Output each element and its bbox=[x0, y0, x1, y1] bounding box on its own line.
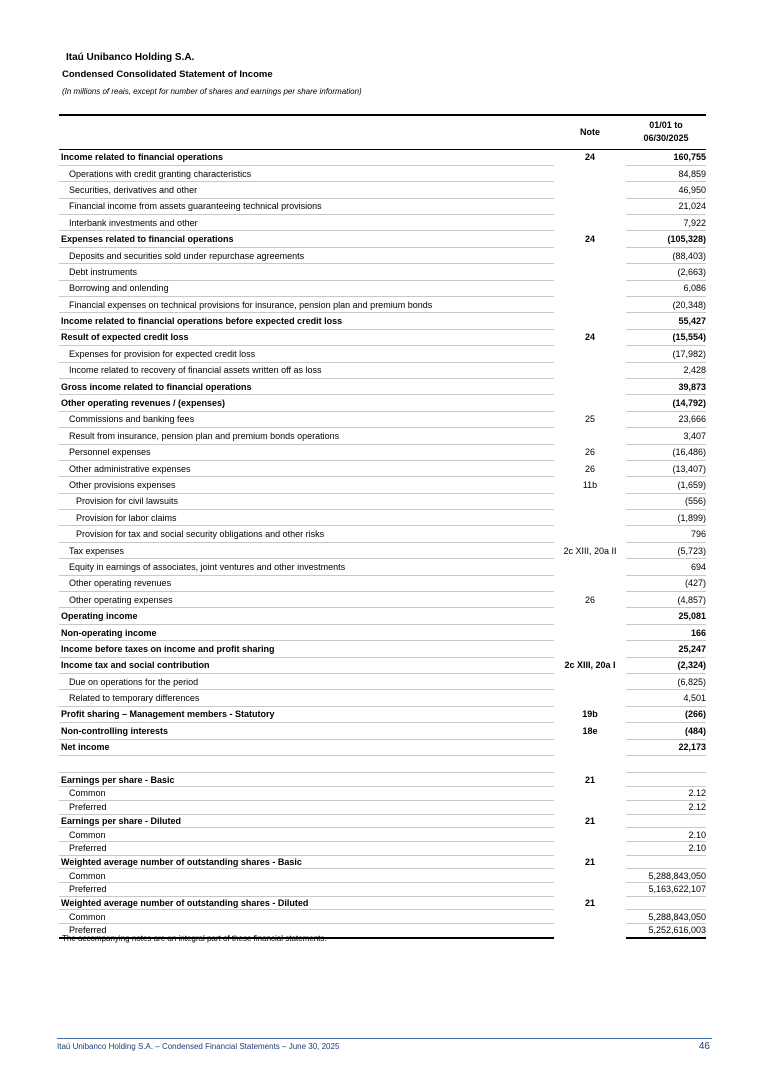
row-label: Equity in earnings of associates, joint ventures and other investments bbox=[59, 559, 554, 575]
period-column-header bbox=[626, 115, 706, 149]
row-note bbox=[554, 674, 626, 690]
row-label: Provision for civil lawsuits bbox=[59, 493, 554, 509]
table-row bbox=[59, 428, 706, 444]
row-note bbox=[554, 264, 626, 280]
row-value bbox=[626, 773, 706, 787]
row-label: Income related to financial operations before expected credit loss bbox=[59, 313, 554, 329]
row-value: (2,324) bbox=[626, 657, 706, 673]
income-rows bbox=[59, 149, 706, 755]
row-label: Earnings per share - Basic bbox=[59, 773, 554, 787]
table-row bbox=[59, 657, 706, 673]
row-note bbox=[554, 526, 626, 542]
table-row bbox=[59, 149, 706, 165]
row-label: Debt instruments bbox=[59, 264, 554, 280]
table-row bbox=[59, 841, 706, 855]
row-value: 39,873 bbox=[626, 378, 706, 394]
row-note bbox=[554, 428, 626, 444]
row-note bbox=[554, 378, 626, 394]
row-value: 2.12 bbox=[626, 787, 706, 801]
row-note bbox=[554, 624, 626, 640]
row-value: 7,922 bbox=[626, 215, 706, 231]
row-value: (20,348) bbox=[626, 297, 706, 313]
row-label: Income tax and social contribution bbox=[59, 657, 554, 673]
row-note bbox=[554, 247, 626, 263]
row-label: Common bbox=[59, 910, 554, 924]
row-label: Other operating expenses bbox=[59, 592, 554, 608]
row-note bbox=[554, 608, 626, 624]
row-value bbox=[626, 814, 706, 828]
table-row bbox=[59, 411, 706, 427]
table-row bbox=[59, 773, 706, 787]
row-value: 21,024 bbox=[626, 198, 706, 214]
table-row bbox=[59, 444, 706, 460]
table-row bbox=[59, 215, 706, 231]
row-value: (1,659) bbox=[626, 477, 706, 493]
row-value bbox=[626, 896, 706, 910]
table-row bbox=[59, 329, 706, 345]
row-value: (14,792) bbox=[626, 395, 706, 411]
row-label: Expenses related to financial operations bbox=[59, 231, 554, 247]
row-label: Deposits and securities sold under repurchase agreements bbox=[59, 247, 554, 263]
row-value: 2.12 bbox=[626, 800, 706, 814]
table-row bbox=[59, 297, 706, 313]
table-row bbox=[59, 477, 706, 493]
row-label: Operating income bbox=[59, 608, 554, 624]
row-note bbox=[554, 362, 626, 378]
row-value: 55,427 bbox=[626, 313, 706, 329]
row-value: (1,899) bbox=[626, 510, 706, 526]
row-value: 166 bbox=[626, 624, 706, 640]
row-value: (4,857) bbox=[626, 592, 706, 608]
row-note bbox=[554, 882, 626, 896]
row-label: Result from insurance, pension plan and premium bonds operations bbox=[59, 428, 554, 444]
row-note: 24 bbox=[584, 332, 595, 343]
row-note: 24 bbox=[584, 234, 595, 245]
row-note: 19b bbox=[582, 709, 598, 720]
row-label: Preferred bbox=[59, 924, 554, 938]
row-note: 18e bbox=[582, 725, 598, 736]
row-value: 4,501 bbox=[626, 690, 706, 706]
table-row bbox=[59, 264, 706, 280]
row-label: Common bbox=[59, 787, 554, 801]
row-label: Weighted average number of outstanding shares - Diluted bbox=[59, 896, 554, 910]
row-label: Tax expenses bbox=[59, 542, 554, 558]
row-value: (266) bbox=[626, 706, 706, 722]
row-note bbox=[554, 493, 626, 509]
table-row bbox=[59, 592, 706, 608]
row-note: 26 bbox=[584, 463, 595, 474]
row-label: Financial expenses on technical provisions for insurance, pension plan and premium bonds bbox=[59, 297, 554, 313]
row-label: Borrowing and onlending bbox=[59, 280, 554, 296]
row-note: 21 bbox=[584, 815, 595, 826]
footnote: The accompanying notes are an integral part of these financial statements. bbox=[62, 934, 327, 943]
row-note bbox=[554, 313, 626, 329]
row-label: Due on operations for the period bbox=[59, 674, 554, 690]
row-label: Profit sharing – Management members - Statutory bbox=[59, 706, 554, 722]
row-label: Gross income related to financial operations bbox=[59, 378, 554, 394]
period-header-line2: 06/30/2025 bbox=[643, 133, 689, 144]
row-note bbox=[554, 739, 626, 755]
row-label: Interbank investments and other bbox=[59, 215, 554, 231]
row-value: 6,086 bbox=[626, 280, 706, 296]
table-row bbox=[59, 855, 706, 869]
row-label: Operations with credit granting characteristics bbox=[59, 165, 554, 181]
table-row bbox=[59, 608, 706, 624]
row-value: (15,554) bbox=[626, 329, 706, 345]
spacer-row bbox=[59, 755, 706, 773]
table-row bbox=[59, 378, 706, 394]
table-row bbox=[59, 641, 706, 657]
row-note bbox=[554, 800, 626, 814]
table-row bbox=[59, 624, 706, 640]
row-label: Other operating revenues bbox=[59, 575, 554, 591]
row-note bbox=[554, 924, 626, 938]
row-note bbox=[554, 198, 626, 214]
row-note: 25 bbox=[584, 414, 595, 425]
row-label: Securities, derivatives and other bbox=[59, 182, 554, 198]
row-note bbox=[554, 869, 626, 883]
row-value: 2.10 bbox=[626, 841, 706, 855]
row-note: 11b bbox=[582, 480, 598, 490]
row-label: Common bbox=[59, 869, 554, 883]
table-row bbox=[59, 346, 706, 362]
row-label: Preferred bbox=[59, 800, 554, 814]
row-note bbox=[554, 841, 626, 855]
row-value: 46,950 bbox=[626, 182, 706, 198]
row-value: 5,252,616,003 bbox=[626, 924, 706, 938]
row-value: (17,982) bbox=[626, 346, 706, 362]
row-note bbox=[554, 510, 626, 526]
row-value: (16,486) bbox=[626, 444, 706, 460]
table-row bbox=[59, 869, 706, 883]
row-note bbox=[554, 297, 626, 313]
row-note bbox=[554, 787, 626, 801]
row-label: Related to temporary differences bbox=[59, 690, 554, 706]
row-label: Provision for labor claims bbox=[59, 510, 554, 526]
row-label: Financial income from assets guaranteeing technical provisions bbox=[59, 198, 554, 214]
table-row bbox=[59, 247, 706, 263]
table-row bbox=[59, 674, 706, 690]
row-label: Other administrative expenses bbox=[59, 460, 554, 476]
row-value: 25,081 bbox=[626, 608, 706, 624]
page-number: 46 bbox=[698, 1041, 710, 1052]
row-value: 2.10 bbox=[626, 828, 706, 842]
table-row bbox=[59, 575, 706, 591]
row-label: Other operating revenues / (expenses) bbox=[59, 395, 554, 411]
row-note bbox=[554, 280, 626, 296]
statement-title: Condensed Consolidated Statement of Income bbox=[62, 69, 273, 80]
table-row bbox=[59, 690, 706, 706]
spacer-section bbox=[59, 755, 706, 773]
row-note bbox=[554, 215, 626, 231]
row-label: Net income bbox=[59, 739, 554, 755]
row-note: 21 bbox=[584, 897, 595, 908]
row-label: Commissions and banking fees bbox=[59, 411, 554, 427]
table-row bbox=[59, 313, 706, 329]
earnings-per-share-rows bbox=[59, 773, 706, 938]
table-row bbox=[59, 882, 706, 896]
row-label: Earnings per share - Diluted bbox=[59, 814, 554, 828]
row-value: 23,666 bbox=[626, 411, 706, 427]
row-value: (13,407) bbox=[626, 460, 706, 476]
row-note: 26 bbox=[584, 447, 595, 458]
table-row bbox=[59, 198, 706, 214]
table-row bbox=[59, 559, 706, 575]
table-row bbox=[59, 460, 706, 476]
row-value: 84,859 bbox=[626, 165, 706, 181]
row-value: (427) bbox=[626, 575, 706, 591]
row-note: 21 bbox=[584, 856, 595, 867]
row-label: Preferred bbox=[59, 882, 554, 896]
table-row bbox=[59, 231, 706, 247]
row-value: (88,403) bbox=[626, 247, 706, 263]
income-statement-table bbox=[59, 114, 706, 939]
row-note bbox=[554, 828, 626, 842]
table-row bbox=[59, 814, 706, 828]
row-note: 24 bbox=[584, 152, 595, 163]
table-header-row bbox=[59, 115, 706, 149]
row-note: 21 bbox=[584, 774, 595, 785]
table-row bbox=[59, 280, 706, 296]
row-value: 694 bbox=[626, 559, 706, 575]
table-row bbox=[59, 706, 706, 722]
row-label: Common bbox=[59, 828, 554, 842]
table-row bbox=[59, 910, 706, 924]
table-row bbox=[59, 395, 706, 411]
row-value: (2,663) bbox=[626, 264, 706, 280]
table-row bbox=[59, 510, 706, 526]
row-value: (105,328) bbox=[626, 231, 706, 247]
row-label: Expenses for provision for expected credit loss bbox=[59, 346, 554, 362]
table-row bbox=[59, 896, 706, 910]
row-value bbox=[626, 855, 706, 869]
row-value: 5,288,843,050 bbox=[626, 869, 706, 883]
table-row bbox=[59, 493, 706, 509]
row-label: Income related to financial operations bbox=[59, 149, 554, 165]
statement-subtitle: (In millions of reais, except for number of shares and earnings per share information) bbox=[62, 87, 362, 96]
row-label: Result of expected credit loss bbox=[59, 329, 554, 345]
row-value: 22,173 bbox=[626, 739, 706, 755]
company-name: Itaú Unibanco Holding S.A. bbox=[66, 52, 195, 63]
row-note bbox=[554, 395, 626, 411]
label-column-header bbox=[59, 115, 554, 149]
period-header-line1: 01/01 to bbox=[649, 120, 683, 131]
row-value: (5,723) bbox=[626, 542, 706, 558]
row-value: 3,407 bbox=[626, 428, 706, 444]
table-row bbox=[59, 723, 706, 739]
row-label: Income before taxes on income and profit sharing bbox=[59, 641, 554, 657]
row-note bbox=[554, 559, 626, 575]
row-note bbox=[554, 346, 626, 362]
row-label: Provision for tax and social security obligations and other risks bbox=[59, 526, 554, 542]
note-column-header: Note bbox=[554, 115, 626, 149]
row-note bbox=[554, 641, 626, 657]
footer-divider bbox=[57, 1038, 712, 1039]
row-value: 796 bbox=[626, 526, 706, 542]
table-row bbox=[59, 165, 706, 181]
row-value: 25,247 bbox=[626, 641, 706, 657]
row-value: 5,288,843,050 bbox=[626, 910, 706, 924]
row-value: (484) bbox=[626, 723, 706, 739]
row-note bbox=[554, 690, 626, 706]
table-row bbox=[59, 362, 706, 378]
footer-text: Itaú Unibanco Holding S.A. – Condensed Financial Statements – June 30, 2025 bbox=[57, 1042, 340, 1051]
table-row bbox=[59, 542, 706, 558]
row-note bbox=[554, 165, 626, 181]
row-label: Preferred bbox=[59, 841, 554, 855]
row-note bbox=[554, 910, 626, 924]
row-value: 5,163,622,107 bbox=[626, 882, 706, 896]
table-row bbox=[59, 787, 706, 801]
row-label: Other provisions expenses bbox=[59, 477, 554, 493]
row-label: Personnel expenses bbox=[59, 444, 554, 460]
table-row bbox=[59, 800, 706, 814]
row-value: (6,825) bbox=[626, 674, 706, 690]
row-value: (556) bbox=[626, 493, 706, 509]
row-note bbox=[554, 182, 626, 198]
row-label: Non-controlling interests bbox=[59, 723, 554, 739]
row-value: 2,428 bbox=[626, 362, 706, 378]
table-row bbox=[59, 182, 706, 198]
table-row bbox=[59, 526, 706, 542]
row-note: 2c XIII, 20a I bbox=[564, 660, 616, 671]
table-row bbox=[59, 739, 706, 755]
row-label: Non-operating income bbox=[59, 624, 554, 640]
table-row bbox=[59, 828, 706, 842]
row-note: 2c XIII, 20a II bbox=[563, 545, 617, 556]
row-value: 160,755 bbox=[626, 149, 706, 165]
row-label: Income related to recovery of financial assets written off as loss bbox=[59, 362, 554, 378]
row-label: Weighted average number of outstanding shares - Basic bbox=[59, 855, 554, 869]
row-note bbox=[554, 575, 626, 591]
row-note: 26 bbox=[584, 594, 595, 605]
